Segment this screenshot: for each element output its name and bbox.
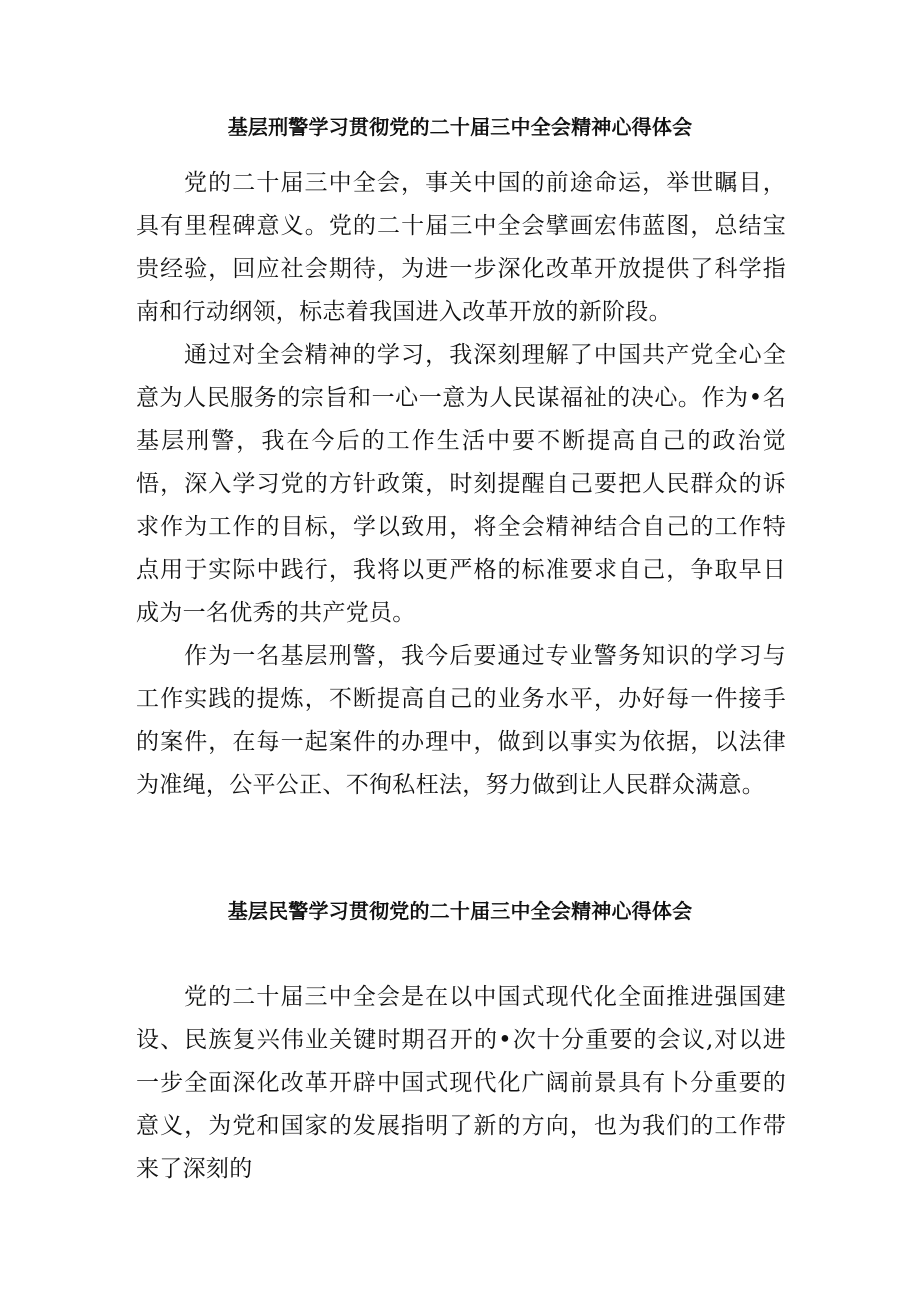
article-2-title: 基层民警学习贯彻党的二十届三中全会精神心得体会	[227, 899, 693, 923]
article-1-paragraph-3: 作为一名基层刑警，我今后要通过专业警务知识的学习与工作实践的提炼，不断提高自己的业务水平，办好每一件接手的案件，在每一起案件的办理中，做到以事实为依据，以法律为准绳，公平公正、不徇私枉法，努力做到让人民群众满意。	[136, 643, 786, 798]
article-2-body	[136, 976, 786, 1191]
article-1-paragraph-1: 党的二十届三中全会，事关中国的前途命运，举世瞩目，具有里程碑意义。党的二十届三中全会擘画宏伟蓝图，总结宝贵经验，回应社会期待，为进一步深化改革开放提供了科学指南和行动纲领，标志着我国进入改革开放的新阶段。	[136, 170, 786, 325]
article-1-title: 基层刑警学习贯彻党的二十届三中全会精神心得体会	[227, 115, 693, 139]
article-2-paragraph-1: 党的二十届三中全会是在以中国式现代化全面推进强国建设、民族复兴伟业关键时期召开的•次十分重要的会议,对以进一步全面深化改革开辟中国式现代化广阔前景具有卜分重要的意义，为党和国家的发展指明了新的方向，也为我们的工作带来了深刻的	[136, 984, 786, 1182]
article-1-paragraph-2: 通过对全会精神的学习，我深刻理解了中国共产党全心全意为人民服务的宗旨和一心一意为人民谋福祉的决心。作为•名基层刑警，我在今后的工作生活中要不断提高自己的政治觉悟，深入学习党的方针政策，时刻提醒自己要把人民群众的诉求作为工作的目标，学以致用，将全会精神结合自己的工作特点用于实际中践行，我将以更严格的标准要求自己，争取早日成为一名优秀的共产党员。	[136, 342, 786, 626]
article-1-body	[136, 162, 786, 807]
